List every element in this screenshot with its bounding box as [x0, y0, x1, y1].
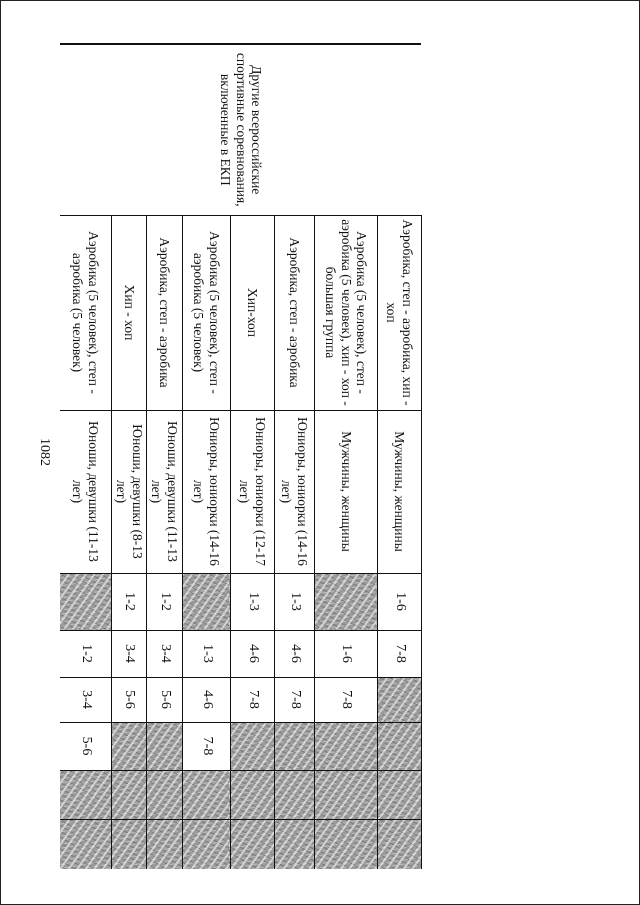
shaded-cell — [112, 722, 147, 770]
landscape-page — [60, 43, 422, 869]
page-number: 1082 — [37, 438, 52, 466]
place-cell: 3-4 — [147, 630, 183, 677]
discipline-cell: Хип-хоп — [231, 215, 275, 410]
group-cell: Юноши, девушки (8-13 лет) — [112, 410, 147, 573]
shaded-cell — [378, 770, 422, 819]
shaded-cell — [147, 770, 183, 819]
place-cell: 7-8 — [231, 677, 275, 722]
shaded-cell — [60, 770, 112, 819]
shaded-cell — [147, 722, 183, 770]
table-body — [60, 44, 422, 869]
shaded-cell — [315, 573, 378, 630]
place-cell: 7-8 — [183, 722, 231, 770]
group-cell: Мужчины, женщины — [378, 410, 422, 573]
group-cell: Юноши, девушки (11-13 лет) — [147, 410, 183, 573]
shaded-cell — [275, 770, 315, 819]
group-cell: Юноши, девушки (11-13 лет) — [60, 410, 112, 573]
table-row — [378, 44, 422, 869]
place-cell: 5-6 — [112, 677, 147, 722]
place-cell: 1-3 — [231, 573, 275, 630]
shaded-cell — [378, 722, 422, 770]
place-cell: 4-6 — [183, 677, 231, 722]
group-cell: Юниоры, юниорки (12-17 лет) — [231, 410, 275, 573]
shaded-cell — [231, 770, 275, 819]
shaded-cell — [60, 819, 112, 869]
place-cell: 7-8 — [378, 630, 422, 677]
discipline-cell: Аэробика, степ - аэробика — [275, 215, 315, 410]
place-cell: 3-4 — [112, 630, 147, 677]
place-cell: 1-3 — [183, 630, 231, 677]
place-cell: 7-8 — [315, 677, 378, 722]
place-cell: 1-2 — [147, 573, 183, 630]
discipline-cell: Аэробика, степ - аэробика, хип - хоп — [378, 215, 422, 410]
place-cell: 3-4 — [60, 677, 112, 722]
place-cell: 5-6 — [60, 722, 112, 770]
discipline-cell: Аэробика (5 человек), степ - аэробика (5 человек) — [60, 215, 112, 410]
discipline-cell: Хип - хоп — [112, 215, 147, 410]
discipline-cell: Аэробика (5 человек), степ - аэробика (5 человек) — [183, 215, 231, 410]
shaded-cell — [378, 819, 422, 869]
shaded-cell — [183, 770, 231, 819]
shaded-cell — [231, 819, 275, 869]
discipline-cell: Аэробика (5 человек), степ - аэробика (5 человек), хип - хоп - большая группа — [315, 215, 378, 410]
shaded-cell — [112, 770, 147, 819]
place-cell: 4-6 — [275, 630, 315, 677]
group-cell: Мужчины, женщины — [315, 410, 378, 573]
place-cell: 1-6 — [315, 630, 378, 677]
shaded-cell — [231, 722, 275, 770]
shaded-cell — [315, 819, 378, 869]
rotated-page-frame — [60, 43, 422, 869]
shaded-cell — [60, 573, 112, 630]
shaded-cell — [315, 770, 378, 819]
place-cell: 4-6 — [231, 630, 275, 677]
shaded-cell — [183, 819, 231, 869]
discipline-cell: Аэробика, степ - аэробика — [147, 215, 183, 410]
place-cell: 1-2 — [112, 573, 147, 630]
place-cell: 1-6 — [378, 573, 422, 630]
ranking-table — [60, 43, 422, 869]
shaded-cell — [378, 677, 422, 722]
shaded-cell — [275, 722, 315, 770]
shaded-cell — [183, 573, 231, 630]
place-cell: 7-8 — [275, 677, 315, 722]
place-cell: 1-3 — [275, 573, 315, 630]
category-cell: Другие всероссийские спортивные соревнования, включенные в ЕКП — [60, 44, 422, 215]
shaded-cell — [147, 819, 183, 869]
shaded-cell — [315, 722, 378, 770]
group-cell: Юниоры, юниорки (14-16 лет) — [183, 410, 231, 573]
shaded-cell — [112, 819, 147, 869]
shaded-cell — [275, 819, 315, 869]
group-cell: Юниоры, юниорки (14-16 лет) — [275, 410, 315, 573]
place-cell: 5-6 — [147, 677, 183, 722]
place-cell: 1-2 — [60, 630, 112, 677]
